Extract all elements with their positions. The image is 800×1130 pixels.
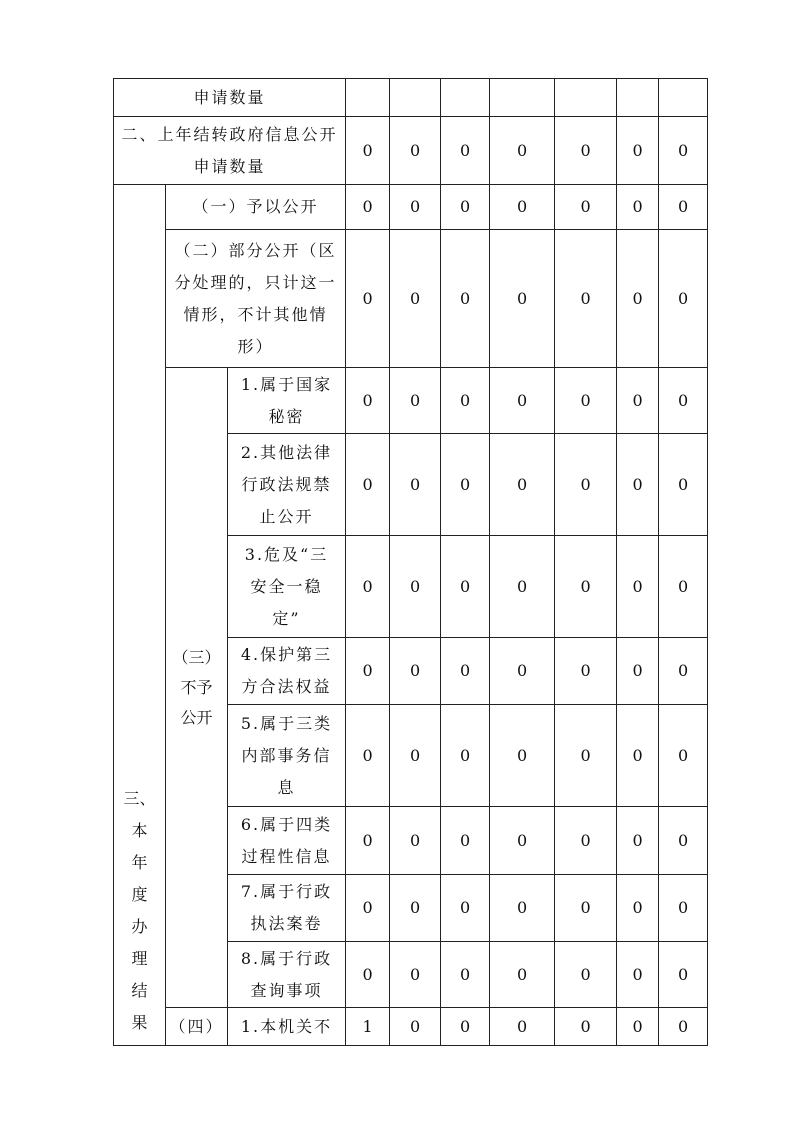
- label-line: 7.属于行政: [240, 882, 333, 901]
- value-cell: 0: [659, 638, 708, 705]
- label-line: 形）: [237, 336, 274, 356]
- label-line: 不予: [180, 677, 213, 697]
- item-label: [228, 638, 346, 705]
- value-cell: 0: [659, 875, 708, 942]
- label-char: 理: [131, 949, 148, 968]
- item-label: [228, 536, 346, 638]
- value-cell: 0: [346, 117, 390, 185]
- row-label: 申请数量: [114, 79, 346, 117]
- value-cell: 0: [555, 230, 617, 368]
- table-row: [114, 1008, 708, 1046]
- label-char: 本: [131, 821, 148, 840]
- value-cell: 0: [555, 705, 617, 807]
- value-cell: 0: [555, 942, 617, 1008]
- row-label: （一）予以公开: [166, 185, 346, 230]
- label-line: 止公开: [259, 506, 314, 526]
- value-cell: 0: [441, 1008, 490, 1046]
- value-cell: 0: [441, 117, 490, 185]
- value-cell: 0: [490, 536, 555, 638]
- label-line: 内部事务信: [241, 745, 332, 765]
- value-cell: [441, 79, 490, 117]
- value-cell: 0: [390, 1008, 441, 1046]
- label-line: 分处理的，只计这一: [174, 272, 337, 292]
- value-cell: 0: [617, 117, 659, 185]
- label-char: 年: [131, 853, 148, 872]
- table-row: [114, 185, 708, 230]
- label-line: 6.属于四类: [240, 814, 333, 834]
- value-cell: 0: [659, 536, 708, 638]
- value-cell: 0: [441, 185, 490, 230]
- value-cell: 0: [490, 705, 555, 807]
- value-cell: 0: [346, 942, 390, 1008]
- label-line: 申请数量: [193, 156, 266, 176]
- item-label: 1.本机关不: [228, 1008, 346, 1046]
- value-cell: 0: [490, 807, 555, 875]
- value-cell: 0: [490, 1008, 555, 1046]
- item-label: [228, 942, 346, 1008]
- label-line: 5.属于三类: [240, 713, 333, 733]
- value-cell: 0: [346, 368, 390, 434]
- value-cell: 0: [617, 536, 659, 638]
- value-cell: 0: [441, 638, 490, 705]
- label-line: 8.属于行政: [240, 948, 333, 968]
- info-disclosure-table: [113, 78, 708, 1046]
- value-cell: 0: [441, 875, 490, 942]
- value-cell: 0: [346, 536, 390, 638]
- value-cell: [346, 79, 390, 117]
- label-line: 3.危及“三: [244, 544, 329, 564]
- value-cell: 0: [555, 807, 617, 875]
- value-cell: 0: [555, 117, 617, 185]
- value-cell: 0: [346, 434, 390, 536]
- value-cell: 0: [659, 705, 708, 807]
- value-cell: 0: [617, 434, 659, 536]
- label-line: 过程性信息: [241, 846, 332, 866]
- value-cell: [659, 79, 708, 117]
- label-line: 情形，不计其他情: [183, 304, 328, 324]
- value-cell: 0: [555, 638, 617, 705]
- value-cell: 0: [390, 368, 441, 434]
- value-cell: 0: [441, 368, 490, 434]
- value-cell: 0: [617, 705, 659, 807]
- label-char: 结: [131, 981, 148, 1000]
- value-cell: 0: [555, 434, 617, 536]
- value-cell: [617, 79, 659, 117]
- value-cell: 0: [346, 638, 390, 705]
- value-cell: 0: [390, 117, 441, 185]
- value-cell: 0: [390, 807, 441, 875]
- table-row: [114, 79, 708, 117]
- label-line: 查询事项: [250, 980, 323, 1000]
- value-cell: 0: [659, 434, 708, 536]
- subgroup-label: [166, 368, 228, 1008]
- value-cell: 0: [617, 368, 659, 434]
- value-cell: 0: [617, 638, 659, 705]
- value-cell: 0: [617, 230, 659, 368]
- value-cell: 0: [659, 117, 708, 185]
- value-cell: 0: [555, 185, 617, 230]
- value-cell: 0: [490, 638, 555, 705]
- value-cell: 0: [441, 434, 490, 536]
- value-cell: 0: [490, 434, 555, 536]
- value-cell: 0: [441, 230, 490, 368]
- value-cell: 0: [346, 705, 390, 807]
- value-cell: [390, 79, 441, 117]
- group-label-col: [114, 185, 166, 1046]
- value-cell: 0: [490, 942, 555, 1008]
- value-cell: 0: [346, 230, 390, 368]
- value-cell: 0: [659, 807, 708, 875]
- item-label: [228, 705, 346, 807]
- label-char: 度: [131, 885, 148, 904]
- value-cell: 0: [441, 942, 490, 1008]
- value-cell: 0: [441, 705, 490, 807]
- value-cell: 0: [390, 536, 441, 638]
- label-line: 行政法规禁: [241, 474, 332, 494]
- value-cell: 0: [659, 185, 708, 230]
- value-cell: 0: [490, 230, 555, 368]
- label-line: 方合法权益: [241, 677, 332, 696]
- label-char: 三、: [123, 789, 156, 808]
- value-cell: 0: [390, 185, 441, 230]
- row-label: [166, 230, 346, 368]
- value-cell: 0: [617, 185, 659, 230]
- label-line: 二、上年结转政府信息公开: [121, 124, 338, 144]
- table-row: [114, 117, 708, 185]
- value-cell: 0: [390, 705, 441, 807]
- label-char: 办: [131, 917, 148, 936]
- value-cell: 0: [617, 1008, 659, 1046]
- value-cell: 0: [346, 875, 390, 942]
- subgroup-label: （四）: [166, 1008, 228, 1046]
- label-line: （二）部分公开（区: [174, 240, 337, 260]
- value-cell: 0: [617, 875, 659, 942]
- table-row: [114, 368, 708, 434]
- label-line: （三）: [172, 647, 221, 667]
- value-cell: 0: [490, 117, 555, 185]
- label-line: 安全一稳: [250, 576, 323, 596]
- value-cell: 0: [555, 368, 617, 434]
- value-cell: 0: [346, 807, 390, 875]
- label-line: 定”: [272, 608, 301, 628]
- item-label: [228, 875, 346, 942]
- value-cell: 0: [490, 875, 555, 942]
- value-cell: 0: [659, 1008, 708, 1046]
- value-cell: 0: [390, 942, 441, 1008]
- label-line: 息: [277, 777, 296, 797]
- label-line: 4.保护第三: [240, 645, 333, 664]
- value-cell: 0: [390, 434, 441, 536]
- value-cell: 0: [555, 1008, 617, 1046]
- label-line: 公开: [180, 707, 213, 727]
- value-cell: 1: [346, 1008, 390, 1046]
- value-cell: 0: [441, 536, 490, 638]
- label-line: 秘密: [268, 406, 305, 426]
- item-label: [228, 368, 346, 434]
- value-cell: 0: [555, 875, 617, 942]
- value-cell: 0: [617, 807, 659, 875]
- value-cell: 0: [659, 230, 708, 368]
- value-cell: 0: [490, 185, 555, 230]
- value-cell: 0: [659, 942, 708, 1008]
- label-line: 2.其他法律: [240, 442, 333, 462]
- value-cell: [555, 79, 617, 117]
- value-cell: 0: [555, 536, 617, 638]
- value-cell: 0: [659, 368, 708, 434]
- value-cell: [490, 79, 555, 117]
- value-cell: 0: [617, 942, 659, 1008]
- row-label: [114, 117, 346, 185]
- value-cell: 0: [346, 185, 390, 230]
- item-label: [228, 434, 346, 536]
- value-cell: 0: [490, 368, 555, 434]
- value-cell: 0: [390, 638, 441, 705]
- label-line: 1.属于国家: [240, 374, 333, 394]
- value-cell: 0: [390, 230, 441, 368]
- label-char: 果: [131, 1013, 148, 1032]
- table-row: [114, 230, 708, 368]
- value-cell: 0: [441, 807, 490, 875]
- value-cell: 0: [390, 875, 441, 942]
- label-line: 执法案卷: [250, 914, 323, 933]
- item-label: [228, 807, 346, 875]
